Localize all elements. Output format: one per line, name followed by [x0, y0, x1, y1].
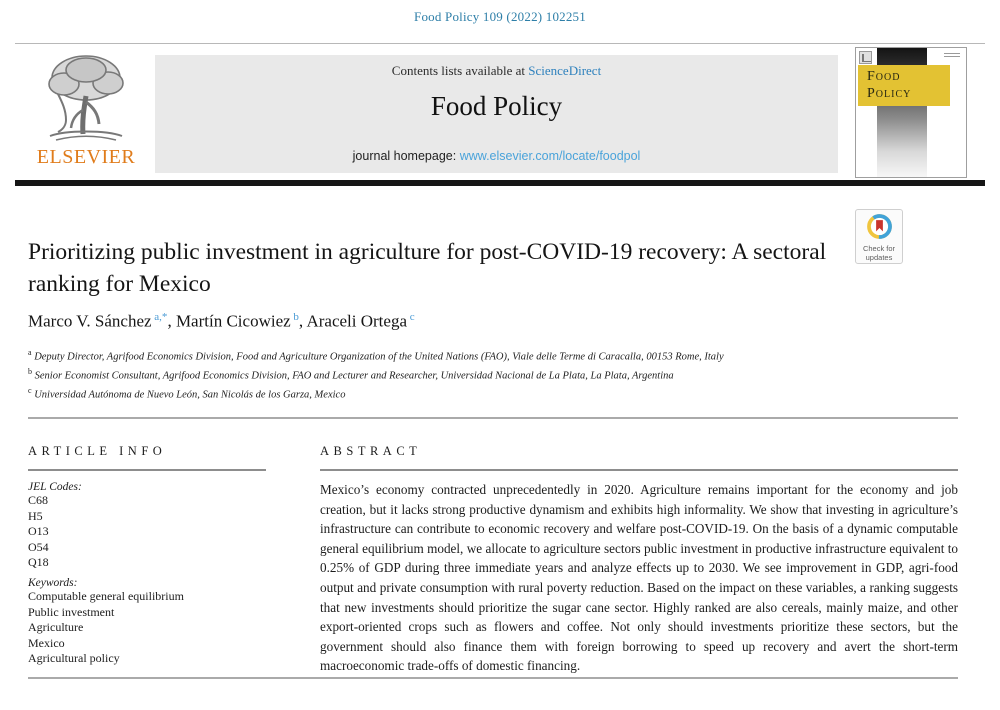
jel-code: Q18	[28, 555, 49, 570]
author-affiliation-ref: b	[290, 311, 299, 323]
article-info-rule	[28, 469, 266, 471]
author-name: Martín Cicowiez	[175, 311, 291, 331]
abstract-text: Mexico’s economy contracted unprecedentedly in 2020. Agriculture remains important for the economy and job creation, but it lacks strong productive dynamism and exhibits high informality. We show that investing in agriculture’s infrastructure can contribute to economic recovery and welfare post-COVID-19. On the basis of a dynamic computable general equilibrium model, we allocate to agriculture sectors public investment in productive infrastructure equivalent to 0.25% of GDP during three immediate years and analyze effects up to 2030. We see improvement in GDP, agri-food output and private consumption with rural poverty reduction. Based on the impact on these variables, a ranking suggests that new investments should prioritize the sugar cane sector. Highly ranked are also cereals, mainly maize, and other export-oriented crops such as flowers and coffee. Not only should investments prioritize these sectors, but the government should also finance them with foreign borrowing to speed up recovery and avert the short-term macroeconomic trade-offs of domestic financing.	[320, 482, 958, 674]
cover-title-band	[858, 65, 950, 106]
author-affiliation-ref: a,*	[151, 311, 168, 323]
affiliation-line: $^b$ Senior Economist Consultant, Agrifood Economics Division, FAO and Lecturer and Researcher, Universidad Nacional de La Plata, La Plata, Argentina	[28, 367, 674, 382]
cover-elsevier-mini-logo	[859, 51, 872, 64]
affiliation-marker: c	[28, 386, 32, 395]
badge-label-line1: Check for	[862, 244, 896, 253]
keyword: Agricultural policy	[28, 651, 120, 666]
affiliation-divider	[28, 417, 958, 419]
keyword: Mexico	[28, 635, 65, 650]
elsevier-logo	[25, 50, 147, 174]
author-list: Marco V. Sánchez $^{a,*}$, Martín Cicowiez $^b$, Araceli Ortega $^c$	[28, 311, 415, 331]
elsevier-wordmark: ELSEVIER	[36, 146, 136, 168]
header-divider	[15, 180, 985, 186]
keyword: Computable general equilibrium	[28, 588, 184, 603]
abstract-heading: ABSTRACT	[320, 444, 422, 458]
contents-line	[155, 63, 838, 79]
homepage-link[interactable]: www.elsevier.com/locate/foodpol	[459, 149, 641, 163]
jel-code: O54	[28, 539, 49, 554]
jel-code: O13	[28, 524, 49, 539]
cover-title-line2: Policy	[867, 86, 912, 101]
affiliation-marker: b	[28, 367, 32, 376]
article-info-column	[28, 481, 288, 667]
journal-citation: Food Policy 109 (2022) 102251	[414, 9, 586, 24]
article-title: Prioritizing public investment in agriculture for post-COVID-19 recovery: A sectoral ranking for Mexico	[28, 239, 827, 297]
jel-code: C68	[28, 493, 49, 507]
abstract-rule	[320, 469, 958, 471]
cover-title-line1: Food	[867, 69, 901, 84]
top-divider	[15, 43, 985, 44]
bottom-divider	[28, 677, 958, 679]
check-for-updates-icon	[866, 213, 893, 240]
keyword-list	[28, 589, 288, 667]
journal-cover-thumbnail[interactable]	[855, 47, 967, 178]
journal-title: Food Policy	[430, 91, 563, 121]
jel-code-list	[28, 493, 288, 571]
keyword: Agriculture	[28, 620, 84, 635]
journal-header-banner	[155, 55, 838, 173]
article-info-heading: ARTICLE INFO	[28, 444, 167, 458]
affiliation-marker: a	[28, 348, 32, 357]
affiliation-list	[28, 346, 958, 403]
cover-small-print	[944, 53, 960, 59]
keywords-label: Keywords:	[28, 576, 78, 589]
author-name: Marco V. Sánchez	[28, 311, 152, 331]
affiliation-line: $^c$ Universidad Autónoma de Nuevo León, San Nicolás de los Garza, Mexico	[28, 386, 346, 401]
sciencedirect-link[interactable]: ScienceDirect	[528, 63, 602, 78]
jel-codes-label: JEL Codes:	[28, 481, 82, 493]
elsevier-tree-icon	[36, 50, 136, 148]
check-for-updates-badge[interactable]	[855, 209, 903, 264]
contents-prefix: Contents lists available at	[391, 63, 529, 78]
author-name: Araceli Ortega	[306, 311, 407, 331]
homepage-prefix: journal homepage:	[352, 149, 460, 163]
affiliation-line: $^a$ Deputy Director, Agrifood Economics Division, Food and Agriculture Organization of the United Nations (FAO), Viale delle Terme di Caracalla, 00153 Rome, Italy	[28, 348, 724, 363]
badge-label-line2: updates	[865, 252, 893, 262]
author-affiliation-ref: c	[407, 311, 415, 323]
keyword: Public investment	[28, 604, 115, 619]
jel-code: H5	[28, 508, 43, 523]
homepage-line	[155, 149, 838, 163]
